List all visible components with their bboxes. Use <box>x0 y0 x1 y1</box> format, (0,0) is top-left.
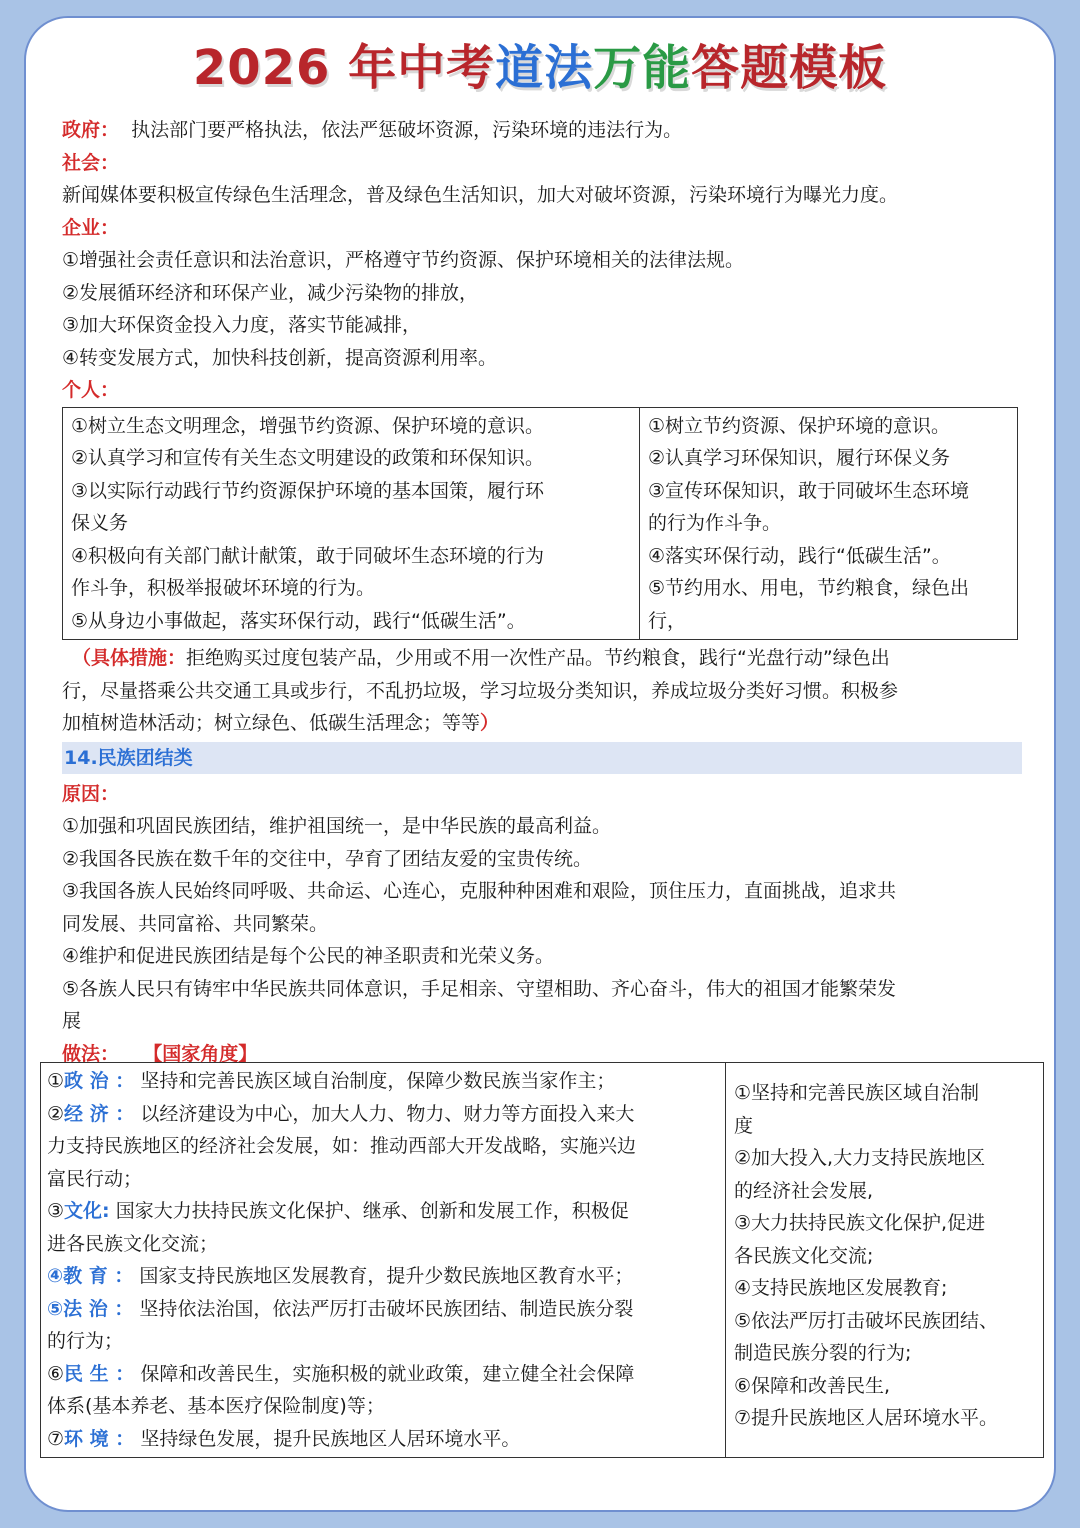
national-right-cell <box>726 1063 1044 1458</box>
culture-text: 国家大力扶持民族文化保护、继承、创新和发展工作，积极促 <box>109 1200 629 1222</box>
law-key: 法 治 ： <box>63 1297 134 1320</box>
individual-left-line: 作斗争，积极举报破坏环境的行为。 <box>71 577 376 599</box>
page-title <box>26 38 1054 98</box>
individual-right-line: ⑤节约用水、用电，节约粮食，绿色出 <box>648 577 970 599</box>
livelihood-key: 民 生 ： <box>64 1362 135 1385</box>
politics-text: 坚持和完善民族区域自治制度，保障少数民族当家作主； <box>140 1070 616 1092</box>
environment-num: ⑦ <box>47 1427 65 1450</box>
reason-item: ①加强和巩固民族团结，维护祖国统一，是中华民族的最高利益。 <box>62 815 612 837</box>
national-right-line: ③大力扶持民族文化保护,促进 <box>734 1212 986 1234</box>
economy-num: ② <box>47 1102 65 1125</box>
measures-label: 具体措施： <box>91 647 187 669</box>
page-card <box>24 16 1056 1512</box>
environment-text: 坚持绿色发展，提升民族地区人居环境水平。 <box>140 1427 521 1450</box>
environment-key: 环 境 ： <box>64 1427 135 1450</box>
education-key: 教 育 ： <box>63 1265 134 1287</box>
government-line <box>62 114 1028 147</box>
law-text: 的行为； <box>47 1330 124 1352</box>
enterprise-item: ②发展循环经济和环保产业，减少污染物的排放， <box>62 281 479 304</box>
method-label: 做法： <box>62 1042 120 1065</box>
culture-key: 文化: <box>64 1200 110 1222</box>
measures-line: 加植树造林活动；树立绿色、低碳生活理念；等等 <box>62 712 481 734</box>
section-heading: 14.民族团结类 <box>62 742 1022 774</box>
individual-left-line: ③以实际行动践行节约资源保护环境的基本国策，履行环 <box>71 479 545 502</box>
individual-left-line: ⑤从身边小事做起，落实环保行动，践行“低碳生活”。 <box>71 609 526 632</box>
individual-right-cell <box>640 407 1018 640</box>
enterprise-item: ③加大环保资金投入力度，落实节能减排， <box>62 314 422 336</box>
national-right-line: ⑥保障和改善民生, <box>734 1374 891 1397</box>
politics-num: ① <box>47 1070 65 1092</box>
education-text: 国家支持民族地区发展教育，提升少数民族地区教育水平； <box>139 1265 634 1287</box>
title-part-2: 道法 <box>495 40 594 96</box>
livelihood-num: ⑥ <box>47 1362 65 1385</box>
economy-text: 富民行动； <box>47 1167 143 1190</box>
national-right-line: ⑦提升民族地区人居环境水平。 <box>734 1407 999 1429</box>
individual-right-line: ③宣传环保知识，敢于同破坏生态环境 <box>648 479 970 502</box>
economy-key: 经 济 ： <box>64 1102 135 1125</box>
enterprise-label: 企业： <box>62 216 120 239</box>
individual-right-line: 的行为作斗争。 <box>648 512 782 534</box>
individual-label: 个人： <box>62 379 120 401</box>
reason-item: 同发展、共同富裕、共同繁荣。 <box>62 912 329 935</box>
national-right-line: ②加大投入,大力支持民族地区 <box>734 1147 986 1169</box>
reason-item: ③我国各族人民始终同呼吸、共命运、心连心，克服种种困难和艰险，顶住压力，直面挑战，追求共 <box>62 880 897 902</box>
measures-open: （ <box>72 647 92 669</box>
law-num: ⑤ <box>47 1297 64 1320</box>
livelihood-text: 体系(基本养老、基本医疗保险制度)等； <box>47 1395 385 1417</box>
reason-item: ⑤各族人民只有铸牢中华民族共同体意识，手足相亲、守望相助、齐心奋斗，伟大的祖国才能繁荣发 <box>62 977 897 1000</box>
method-tag: 【国家角度】 <box>143 1042 258 1065</box>
national-left-cell <box>41 1063 726 1458</box>
individual-right-line: ①树立节约资源、保护环境的意识。 <box>648 414 951 437</box>
individual-left-line: ①树立生态文明理念，增强节约资源、保护环境的意识。 <box>71 414 545 437</box>
individual-right-line: ④落实环保行动，践行“低碳生活”。 <box>648 544 951 567</box>
measures-line: 行，尽量搭乘公共交通工具或步行，不乱扔垃圾，学习垃圾分类知识，养成垃圾分类好习惯。积极参 <box>62 679 899 702</box>
individual-table <box>62 407 1018 641</box>
reason-item: 展 <box>62 1010 82 1032</box>
society-text: 新闻媒体要积极宣传绿色生活理念，普及绿色生活知识，加大对破坏资源，污染环境行为曝光力度。 <box>62 184 899 206</box>
national-right-line: ⑤依法严厉打击破坏民族团结、 <box>734 1309 999 1332</box>
society-label: 社会： <box>62 151 120 174</box>
individual-left-line: ②认真学习和宣传有关生态文明建设的政策和环保知识。 <box>71 447 545 469</box>
title-part-4: 答题模板 <box>691 40 888 96</box>
culture-text: 进各民族文化交流； <box>47 1232 219 1255</box>
politics-key: 政 治 ： <box>64 1070 135 1092</box>
government-text: 执法部门要严格执法，依法严惩破坏资源，污染环境的违法行为。 <box>131 119 683 141</box>
enterprise-item: ①增强社会责任意识和法治意识，严格遵守节约资源、保护环境相关的法律法规。 <box>62 249 745 271</box>
national-right-line: ④支持民族地区发展教育; <box>734 1277 948 1299</box>
livelihood-text: 保障和改善民生，实施积极的就业政策，建立健全社会保障 <box>140 1362 635 1385</box>
national-right-line: 度 <box>734 1114 754 1137</box>
title-part-1: 2026 年中考 <box>192 40 496 96</box>
reason-item: ②我国各民族在数千年的交往中，孕育了团结友爱的宝贵传统。 <box>62 847 593 870</box>
government-label: 政府： <box>62 119 120 141</box>
national-right-line: 的经济社会发展, <box>734 1179 874 1202</box>
national-right-line: 制造民族分裂的行为; <box>734 1342 912 1364</box>
reasons-label: 原因： <box>62 782 120 805</box>
education-num: ④ <box>47 1265 64 1287</box>
individual-left-line: ④积极向有关部门献计献策，敢于同破坏生态环境的行为 <box>71 544 545 567</box>
law-text: 坚持依法治国，依法严厉打击破坏民族团结、制造民族分裂 <box>139 1297 634 1320</box>
content <box>62 114 1028 1070</box>
specific-measures <box>62 642 1028 740</box>
economy-text: 力支持民族地区的经济社会发展，如：推动西部大开发战略，实施兴边 <box>47 1135 637 1157</box>
individual-left-line: 保义务 <box>71 512 129 534</box>
national-right-line: 各民族文化交流; <box>734 1244 874 1267</box>
reason-item: ④维护和促进民族团结是每个公民的神圣职责和光荣义务。 <box>62 945 555 967</box>
national-measures-table <box>40 1062 1044 1458</box>
title-part-3: 万能 <box>593 40 692 96</box>
culture-num: ③ <box>47 1200 65 1222</box>
individual-right-line: 行， <box>648 609 687 632</box>
individual-right-line: ②认真学习环保知识，履行环保义务 <box>648 447 951 469</box>
enterprise-item: ④转变发展方式，加快科技创新，提高资源利用率。 <box>62 346 498 369</box>
measures-close: ） <box>480 712 500 734</box>
economy-text: 以经济建设为中心，加大人力、物力、财力等方面投入来大 <box>140 1102 635 1125</box>
individual-left-cell <box>63 407 640 640</box>
measures-line: 拒绝购买过度包装产品，少用或不用一次性产品。节约粮食，践行“光盘行动”绿色出 <box>186 647 890 669</box>
national-right-line: ①坚持和完善民族区域自治制 <box>734 1082 980 1104</box>
